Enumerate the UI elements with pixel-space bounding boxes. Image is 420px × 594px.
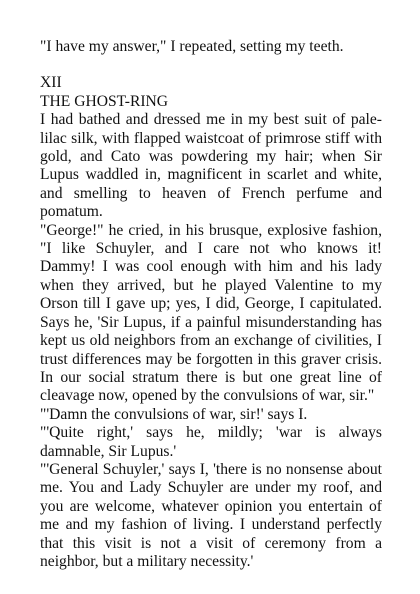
chapter-title: THE GHOST-RING: [40, 92, 169, 110]
paragraph-dressing: I had bathed and dressed me in my best suit of pale-lilac silk, with flapped waistcoat of primrose stiff with gold, and Cato was powdering my hair; when Sir Lupus waddled in, magnificent in scarlet and white, and smelling to heaven of French perfume and pomatum.: [40, 111, 382, 221]
opening-line: "I have my answer," I repeated, setting my teeth.: [40, 38, 344, 55]
chapter-number: XII: [40, 74, 62, 92]
paragraph-general-schuyler: "'General Schuyler,' says I, 'there is no nonsense about me. You and Lady Schuyler are under my roof, and you are welcome, whatever opinion you entertain of me and my fashion of living. I understand perfectly that this visit is not a visit of ceremony from a neighbor, but a military necessity.': [40, 460, 382, 570]
paragraph-sir-lupus-speech: "George!" he cried, in his brusque, explosive fashion, "I like Schuyler, and I care not who knows it! Dammy! I was cool enough with him and his lady when they arrived, but he played Valentine to my Orson till I gave up; yes, I did, George, I capitulated. Says he, 'Sir Lupus, if a painful misunderstanding has kept us old neighbors from an exchange of civilities, I trust differences may be forgotten in this graver crisis. In our social stratum there is but one great line of cleavage now, opened by the convulsions of war, sir.": [40, 221, 382, 405]
paragraph-damn-convulsions: "'Damn the convulsions of war, sir!' says I.: [40, 405, 308, 423]
paragraph-quite-right: "'Quite right,' says he, mildly; 'war is always damnable, Sir Lupus.': [40, 424, 382, 460]
